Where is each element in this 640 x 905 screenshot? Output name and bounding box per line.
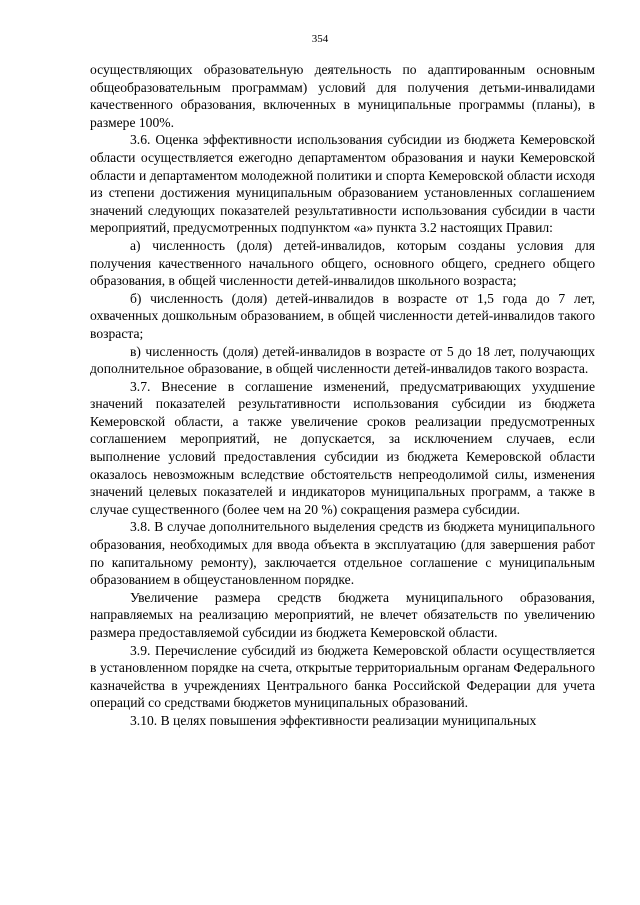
- paragraph-3-9: 3.9. Перечисление субсидий из бюджета Кемеровской области осуществляется в установленном порядке на счета, открытые территориальным органам Федерального казначейства в учреждениях Центрального банка Российской Федерации для учета операций со средствами бюджетов муниципальных образований.: [90, 642, 595, 711]
- paragraph-3-8-cont: Увеличение размера средств бюджета муниципального образования, направляемых на реализацию мероприятий, не влечет обязательств по увеличению размера предоставляемой субсидии из бюджета Кемеровской области.: [90, 589, 595, 640]
- paragraph-3-8: 3.8. В случае дополнительного выделения средств из бюджета муниципального образования, необходимых для ввода объекта в эксплуатацию (для завершения работ по капитальному ремонту), заключается отдельное соглашение с муниципальным образованием в общеустановленном порядке.: [90, 519, 595, 588]
- paragraph-3-6-a: а) численность (доля) детей-инвалидов, которым созданы условия для получения качественного начального общего, основного общего, среднего общего образования, в общей численности детей-инвалидов школьного возраста;: [90, 237, 595, 289]
- paragraph-3-6: 3.6. Оценка эффективности использования субсидии из бюджета Кемеровской области осуществляется ежегодно департаментом образования и науки Кемеровской области и департаментом молодежной политики и спорта Кемеровской области исходя из степени достижения муниципальным образованием установленных соглашением значений следующих показателей результативности использования субсидии в части мероприятий, предусмотренных подпунктом «а» пункта 3.2 настоящих Правил:: [90, 132, 595, 236]
- paragraph-3-6-b: б) численность (доля) детей-инвалидов в возрасте от 1,5 года до 7 лет, охваченных дошкольным образованием, в общей численности детей-инвалидов такого возраста;: [90, 290, 595, 341]
- paragraph-continuation: осуществляющих образовательную деятельность по адаптированным основным общеобразовательным программам) условий для получения детьми-инвалидами качественного образования, включенных в муниципальные программы (планы), в размере 100%.: [90, 62, 595, 130]
- page-number: 354: [311, 33, 329, 45]
- paragraph-3-10: 3.10. В целях повышения эффективности реализации муниципальных: [130, 712, 537, 728]
- paragraph-3-6-v: в) численность (доля) детей-инвалидов в возрасте от 5 до 18 лет, получающих дополнительное образование, в общей численности детей-инвалидов такого возраста.: [90, 343, 595, 377]
- paragraph-3-7: 3.7. Внесение в соглашение изменений, предусматривающих ухудшение значений показателей результативности использования субсидии из бюджета Кемеровской области, а также увеличение сроков реализации предусмотренных соглашением мероприятий, не допускается, за исключением случаев, если выполнение условий предоставления субсидии из бюджета Кемеровской области оказалось невозможным вследствие обстоятельств непреодолимой силы, изменения значений целевых показателей и индикаторов муниципальных программ, а также в случае существенного (более чем на 20 %) сокращения размера субсидии.: [90, 378, 595, 517]
- document-body: [90, 61, 595, 730]
